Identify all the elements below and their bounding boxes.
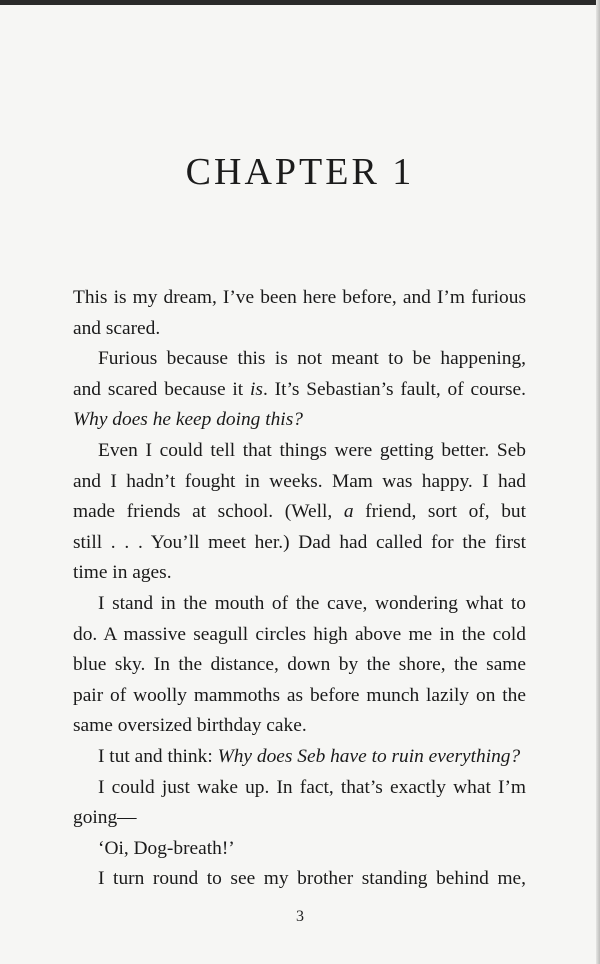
page-right-edge xyxy=(596,0,600,964)
text-line: I stand in the mouth of the cave, wondering what to xyxy=(98,592,526,614)
text-line: do. A massive seagull circles high above me in the cold xyxy=(73,623,526,645)
text-line: Even I could tell that things were getting better. Seb xyxy=(98,439,526,461)
text-line: going— xyxy=(73,807,137,829)
text-line: and scared. xyxy=(73,317,161,339)
text-line: still . . . You’ll meet her.) Dad had called for the first xyxy=(73,531,526,553)
text-line: and scared because it is. It’s Sebastian’s fault, of course. xyxy=(73,378,527,400)
text-line: I could just wake up. In fact, that’s exactly what I’m xyxy=(98,776,526,798)
chapter-title: CHAPTER 1 xyxy=(185,151,415,193)
text-line: made friends at school. (Well, a friend, sort of, but xyxy=(73,501,527,523)
text-line: time in ages. xyxy=(73,562,172,584)
text-line: and I hadn’t fought in weeks. Mam was happy. I had xyxy=(73,470,526,492)
text-line: This is my dream, I’ve been here before, and I’m furious xyxy=(73,287,526,308)
text-line: same oversized birthday cake. xyxy=(73,715,307,737)
text-line: ‘Oi, Dog-breath!’ xyxy=(98,837,235,859)
page-number: 3 xyxy=(296,908,304,925)
text-line: pair of woolly mammoths as before munch lazily on the xyxy=(73,684,526,706)
text-line: I tut and think: Why does Seb have to ruin everything? xyxy=(98,745,521,767)
chapter-body xyxy=(73,283,526,895)
text-line: I turn round to see my brother standing behind me, xyxy=(98,868,526,890)
text-line: Why does he keep doing this? xyxy=(73,409,303,431)
page-top-edge xyxy=(0,0,600,5)
text-line: Furious because this is not meant to be happening, xyxy=(98,348,526,370)
text-line: blue sky. In the distance, down by the shore, the same xyxy=(73,654,526,676)
